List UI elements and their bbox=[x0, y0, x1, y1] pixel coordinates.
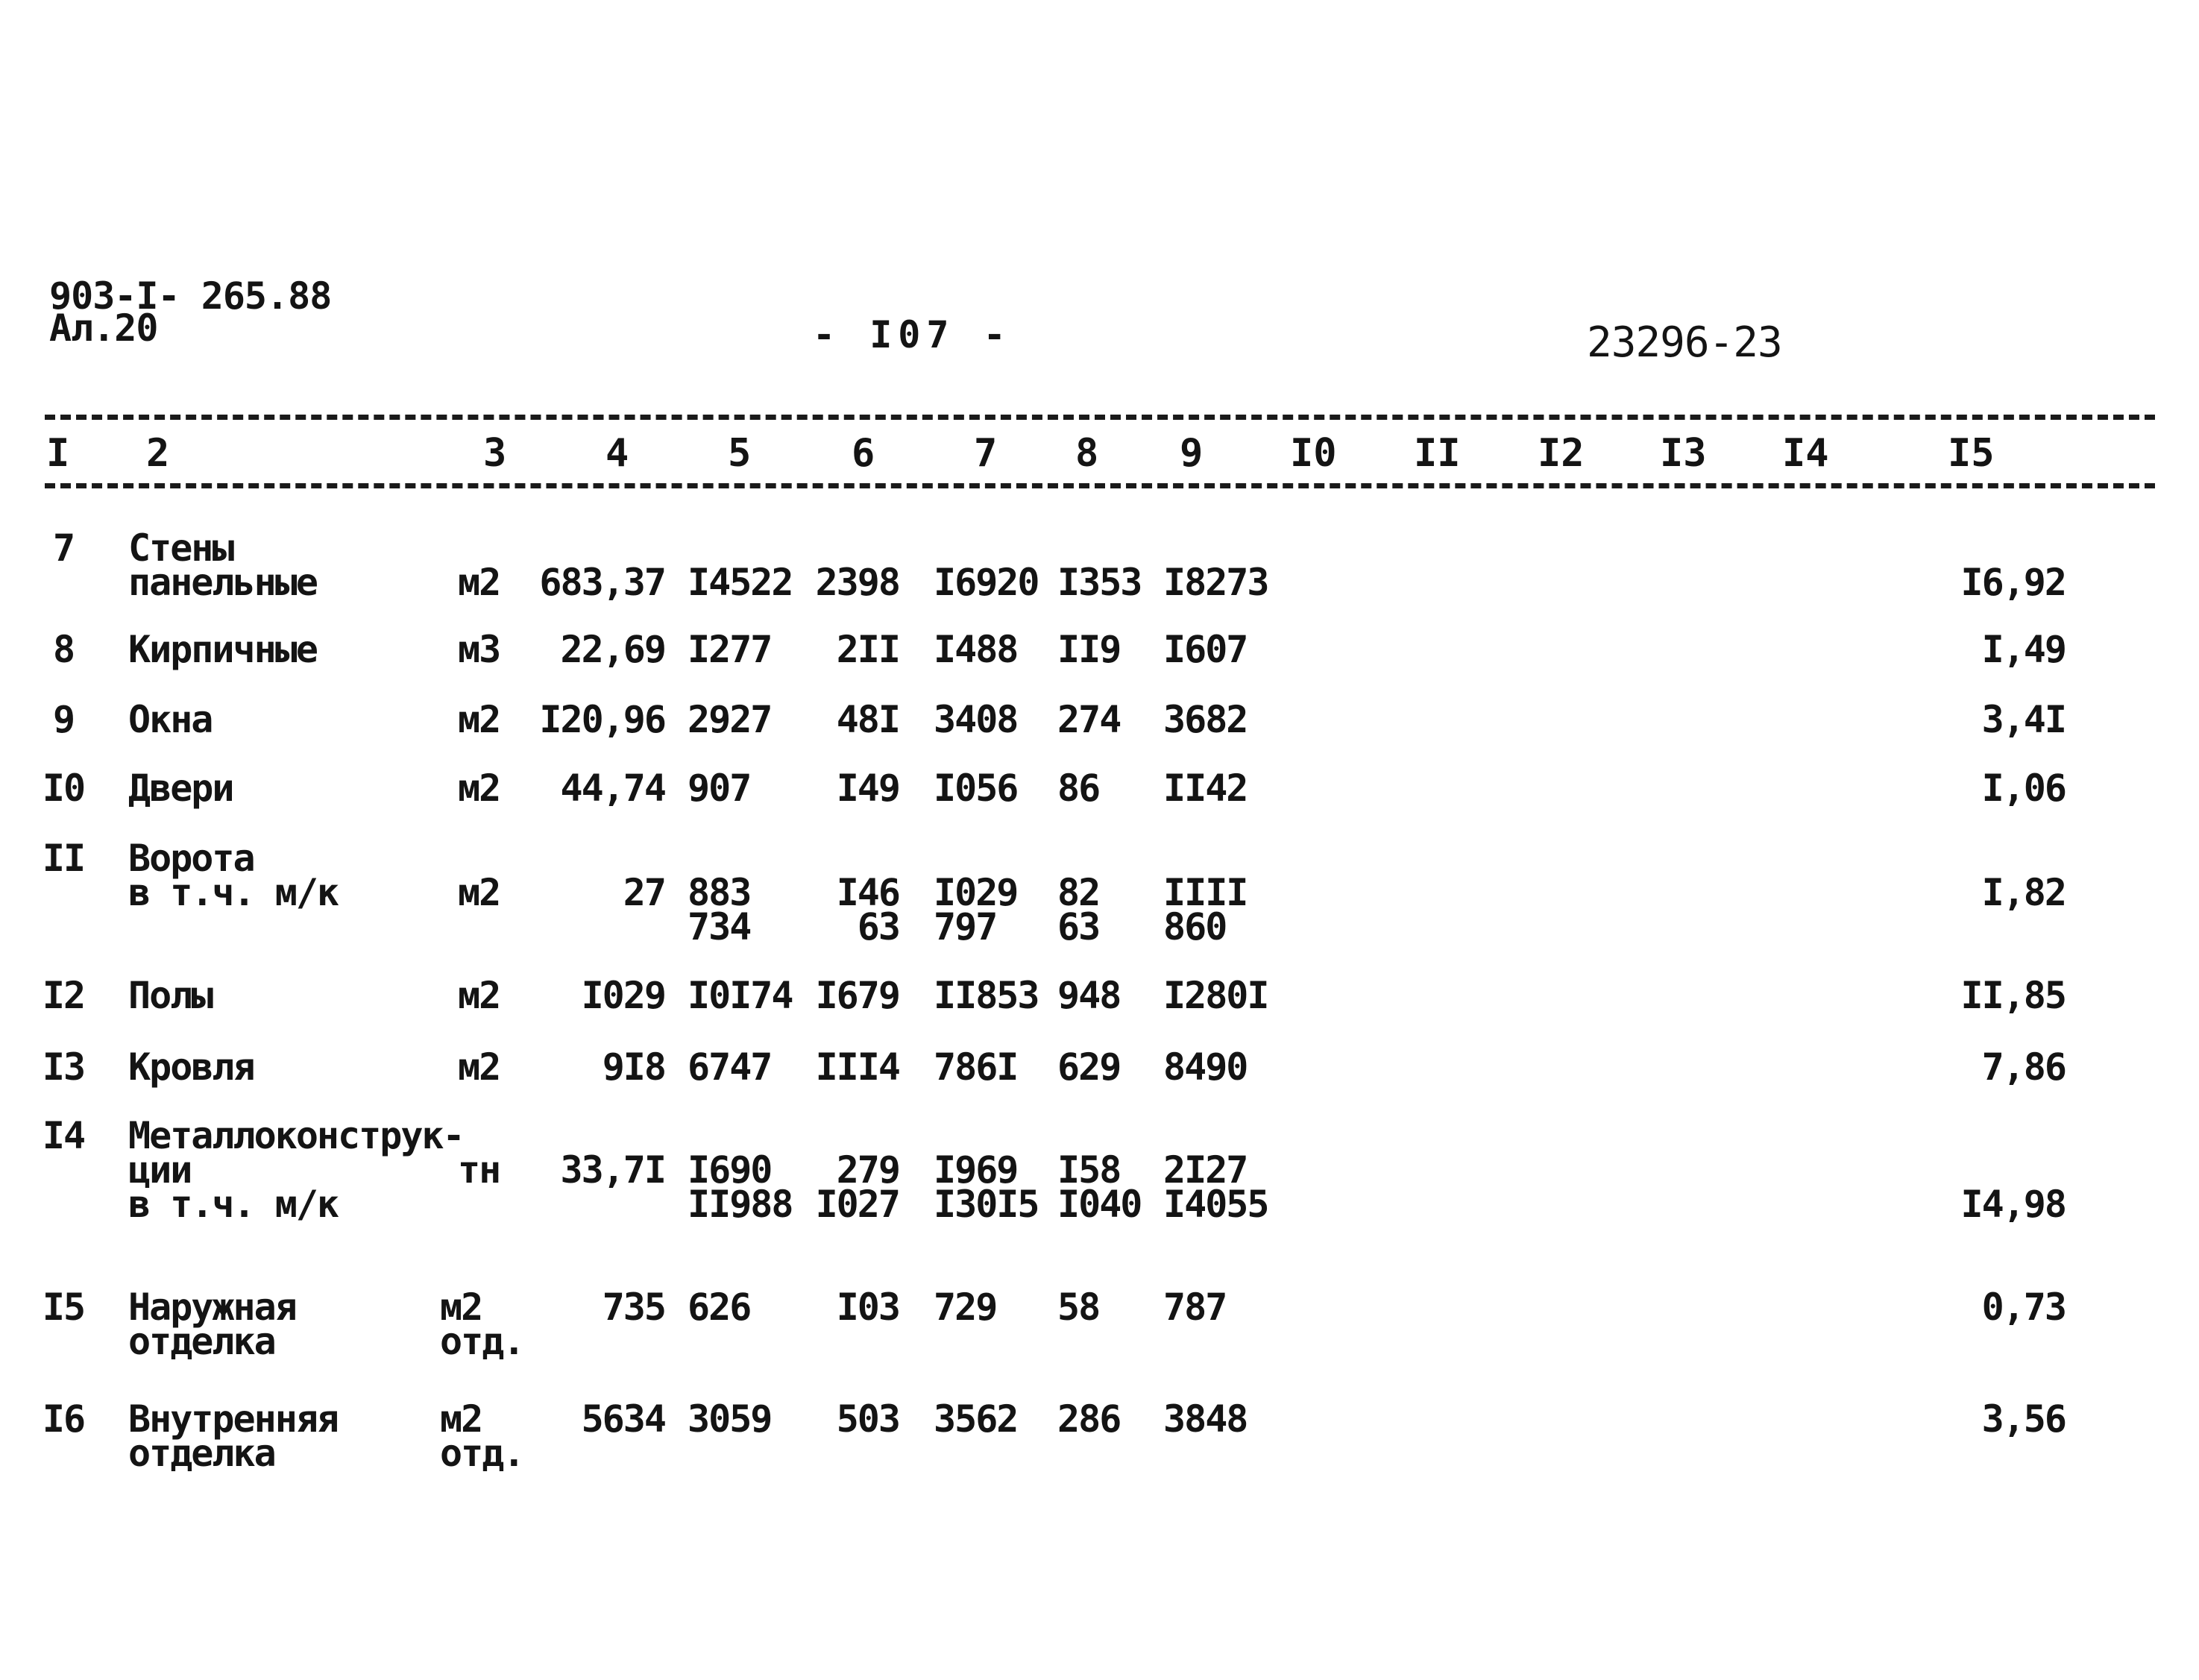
row-9-c9: 787 bbox=[1163, 1286, 1227, 1329]
column-number-14: I4 bbox=[1782, 431, 1829, 476]
row-2-c9: I607 bbox=[1163, 628, 1248, 671]
column-number-11: II bbox=[1414, 431, 1461, 476]
top-dashed-rule bbox=[45, 415, 2155, 420]
column-number-15: I5 bbox=[1948, 431, 1995, 476]
row-8-c4: 33,7I bbox=[560, 1148, 665, 1192]
row-5-c6: I46 63 bbox=[836, 871, 899, 948]
row-8-no: I4 bbox=[42, 1114, 85, 1157]
row-2-no: 8 bbox=[52, 628, 75, 671]
row-3-c9: 3682 bbox=[1163, 698, 1248, 741]
row-3-c7: 3408 bbox=[934, 698, 1018, 741]
row-9-c6: I03 bbox=[836, 1286, 899, 1329]
row-6-c15: II,85 bbox=[1960, 974, 2066, 1017]
row-7-c9: 8490 bbox=[1163, 1045, 1248, 1089]
row-5-c4: 27 bbox=[623, 871, 665, 914]
row-5-unit: м2 bbox=[458, 871, 500, 914]
sheet-label: Ал.20 bbox=[49, 306, 158, 350]
row-10-no: I6 bbox=[42, 1397, 85, 1441]
row-2-c6: 2II bbox=[836, 628, 899, 671]
row-1-c7: I6920 bbox=[934, 561, 1039, 604]
row-4-no: I0 bbox=[42, 767, 85, 810]
row-3-no: 9 bbox=[52, 698, 75, 741]
row-9-c4: 735 bbox=[602, 1286, 665, 1329]
page-number: - I07 - bbox=[813, 313, 1012, 356]
row-6-unit: м2 bbox=[458, 974, 500, 1017]
row-1-no: 7 bbox=[52, 526, 75, 570]
column-number-2: 2 bbox=[146, 431, 170, 476]
row-5-c9: IIII 860 bbox=[1163, 871, 1248, 948]
row-7-c15: 7,86 bbox=[1981, 1045, 2066, 1089]
row-4-c7: I056 bbox=[934, 767, 1018, 810]
row-2-c8: II9 bbox=[1057, 628, 1121, 671]
row-8-c5: I690 II988 bbox=[688, 1148, 793, 1226]
row-8-unit: тн bbox=[458, 1148, 500, 1192]
row-7-c6: III4 bbox=[815, 1045, 899, 1089]
row-4-name: Двери bbox=[128, 767, 233, 810]
row-10-c6: 503 bbox=[836, 1397, 899, 1441]
row-1-c15: I6,92 bbox=[1960, 561, 2066, 604]
row-8-c6: 279 I027 bbox=[815, 1148, 899, 1226]
row-10-unit: м2 отд. bbox=[440, 1397, 524, 1475]
row-1-name: Стены панельные bbox=[128, 526, 317, 604]
row-4-unit: м2 bbox=[458, 767, 500, 810]
column-number-1: I bbox=[46, 431, 70, 476]
row-3-c6: 48I bbox=[836, 698, 899, 741]
row-2-name: Кирпичные bbox=[128, 628, 317, 671]
row-7-c7: 786I bbox=[934, 1045, 1018, 1089]
row-5-name: Ворота в т.ч. м/к bbox=[128, 837, 339, 914]
row-5-c15: I,82 bbox=[1981, 871, 2066, 914]
row-8-c9: 2I27 I4055 bbox=[1163, 1148, 1268, 1226]
row-4-c5: 907 bbox=[688, 767, 751, 810]
row-9-c8: 58 bbox=[1057, 1286, 1100, 1329]
row-10-name: Внутренняя отделка bbox=[128, 1397, 339, 1475]
row-9-no: I5 bbox=[42, 1286, 85, 1329]
row-2-c7: I488 bbox=[934, 628, 1018, 671]
row-8-c7: I969 I30I5 bbox=[934, 1148, 1039, 1226]
row-3-c15: 3,4I bbox=[1981, 698, 2066, 741]
row-6-c7: II853 bbox=[934, 974, 1039, 1017]
row-4-c6: I49 bbox=[836, 767, 899, 810]
row-10-c7: 3562 bbox=[934, 1397, 1018, 1441]
row-2-c4: 22,69 bbox=[560, 628, 665, 671]
row-9-c15: 0,73 bbox=[1981, 1286, 2066, 1329]
row-3-c4: I20,96 bbox=[539, 698, 665, 741]
row-6-c5: I0I74 bbox=[688, 974, 793, 1017]
row-7-c5: 6747 bbox=[688, 1045, 772, 1089]
row-5-no: II bbox=[42, 837, 85, 880]
row-10-c4: 5634 bbox=[581, 1397, 665, 1441]
row-9-c7: 729 bbox=[934, 1286, 997, 1329]
row-7-c4: 9I8 bbox=[602, 1045, 665, 1089]
column-number-12: I2 bbox=[1538, 431, 1585, 476]
row-8-c8: I58 I040 bbox=[1057, 1148, 1142, 1226]
document-number: 23296-23 bbox=[1587, 318, 1782, 367]
row-5-c8: 82 63 bbox=[1057, 871, 1100, 948]
row-9-name: Наружная отделка bbox=[128, 1286, 296, 1363]
column-number-7: 7 bbox=[974, 431, 998, 476]
row-10-c8: 286 bbox=[1057, 1397, 1121, 1441]
row-1-c8: I353 bbox=[1057, 561, 1142, 604]
row-6-c6: I679 bbox=[815, 974, 899, 1017]
row-10-c9: 3848 bbox=[1163, 1397, 1248, 1441]
row-6-c8: 948 bbox=[1057, 974, 1121, 1017]
row-10-c15: 3,56 bbox=[1981, 1397, 2066, 1441]
column-number-13: I3 bbox=[1660, 431, 1707, 476]
document-code: 903-I- 265.88 bbox=[49, 274, 332, 318]
row-5-c7: I029 797 bbox=[934, 871, 1018, 948]
column-number-8: 8 bbox=[1075, 431, 1099, 476]
row-1-c5: I4522 bbox=[688, 561, 793, 604]
row-2-c15: I,49 bbox=[1981, 628, 2066, 671]
column-number-3: 3 bbox=[483, 431, 507, 476]
column-number-9: 9 bbox=[1180, 431, 1204, 476]
column-number-10: I0 bbox=[1290, 431, 1337, 476]
row-4-c9: II42 bbox=[1163, 767, 1248, 810]
row-8-name: Металлоконструк- ции в т.ч. м/к bbox=[128, 1114, 464, 1226]
row-2-c5: I277 bbox=[688, 628, 772, 671]
row-4-c8: 86 bbox=[1057, 767, 1100, 810]
row-4-c15: I,06 bbox=[1981, 767, 2066, 810]
bottom-dashed-rule bbox=[45, 483, 2155, 488]
row-7-unit: м2 bbox=[458, 1045, 500, 1089]
row-3-unit: м2 bbox=[458, 698, 500, 741]
row-7-name: Кровля bbox=[128, 1045, 254, 1089]
row-7-no: I3 bbox=[42, 1045, 85, 1089]
row-9-c5: 626 bbox=[688, 1286, 751, 1329]
row-6-name: Полы bbox=[128, 974, 213, 1017]
row-3-c8: 274 bbox=[1057, 698, 1121, 741]
row-6-no: I2 bbox=[42, 974, 85, 1017]
column-number-6: 6 bbox=[852, 431, 875, 476]
column-number-4: 4 bbox=[605, 431, 629, 476]
row-1-unit: м2 bbox=[458, 561, 500, 604]
row-5-c5: 883 734 bbox=[688, 871, 751, 948]
row-3-name: Окна bbox=[128, 698, 213, 741]
row-8-c15: I4,98 bbox=[1960, 1183, 2066, 1226]
row-3-c5: 2927 bbox=[688, 698, 772, 741]
row-1-c9: I8273 bbox=[1163, 561, 1268, 604]
row-1-c4: 683,37 bbox=[539, 561, 665, 604]
row-6-c9: I280I bbox=[1163, 974, 1268, 1017]
row-6-c4: I029 bbox=[581, 974, 665, 1017]
row-9-unit: м2 отд. bbox=[440, 1286, 524, 1363]
row-2-unit: м3 bbox=[458, 628, 500, 671]
column-number-5: 5 bbox=[728, 431, 752, 476]
row-7-c8: 629 bbox=[1057, 1045, 1121, 1089]
row-4-c4: 44,74 bbox=[560, 767, 665, 810]
row-1-c6: 2398 bbox=[815, 561, 899, 604]
row-10-c5: 3059 bbox=[688, 1397, 772, 1441]
